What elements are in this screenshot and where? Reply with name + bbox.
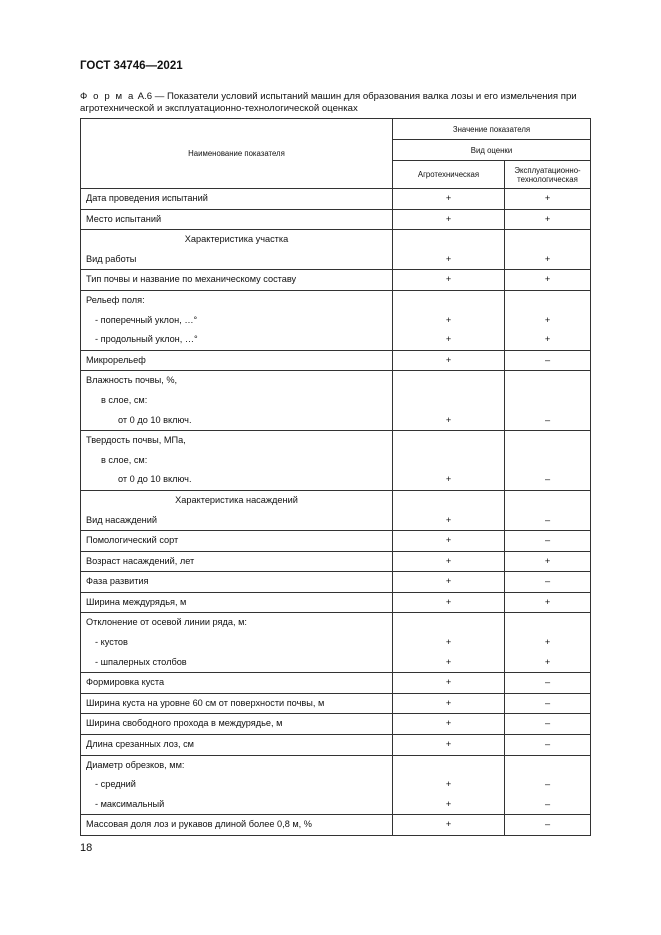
agrotechnical-mark xyxy=(393,391,504,411)
agrotechnical-mark-cell xyxy=(393,755,505,815)
section-heading: Характеристика участка xyxy=(184,234,289,245)
operational-mark-cell xyxy=(505,490,591,530)
operational-mark: + xyxy=(544,274,551,285)
operational-mark-cell xyxy=(505,693,591,714)
agrotechnical-mark-cell xyxy=(393,230,505,270)
operational-mark xyxy=(505,491,590,511)
indicator-name-cell xyxy=(81,572,393,593)
table-row xyxy=(81,693,591,714)
operational-mark-cell xyxy=(505,350,591,371)
agrotechnical-mark: + xyxy=(445,555,452,566)
operational-mark xyxy=(505,371,590,391)
indicator-name: - средний xyxy=(95,779,136,790)
operational-mark-cell xyxy=(505,815,591,836)
indicator-name: Помологический сорт xyxy=(86,535,179,546)
indicator-name: Влажность почвы, %, xyxy=(86,375,178,386)
agrotechnical-mark xyxy=(393,756,504,776)
indicator-name: - максимальный xyxy=(95,798,165,809)
agrotechnical-mark-cell xyxy=(393,693,505,714)
operational-mark-cell xyxy=(505,531,591,552)
indicator-name: Вид насаждений xyxy=(86,514,158,525)
operational-mark: – xyxy=(544,535,551,546)
indicator-name: в слое, см: xyxy=(101,394,148,405)
agrotechnical-mark: + xyxy=(445,677,452,688)
agrotechnical-mark: + xyxy=(445,798,452,809)
column-header-assessment: Вид оценки xyxy=(393,140,591,161)
agrotechnical-mark-cell xyxy=(393,613,505,673)
indicator-name-cell xyxy=(81,371,393,431)
operational-mark-cell xyxy=(505,714,591,735)
indicator-name: от 0 до 10 включ. xyxy=(118,474,192,485)
agrotechnical-mark: + xyxy=(445,414,452,425)
agrotechnical-mark-cell xyxy=(393,350,505,371)
indicator-name: Рельеф поля: xyxy=(86,294,145,305)
operational-mark: – xyxy=(544,697,551,708)
operational-mark-cell xyxy=(505,371,591,431)
operational-mark: – xyxy=(544,739,551,750)
operational-mark-cell xyxy=(505,209,591,230)
indicator-name: Ширина междурядья, м xyxy=(86,596,187,607)
table-row xyxy=(81,290,591,350)
agrotechnical-mark-cell xyxy=(393,551,505,572)
indicator-name: Массовая доля лоз и рукавов длиной более 0,8 м, % xyxy=(86,819,312,830)
table-row xyxy=(81,270,591,291)
agrotechnical-mark: + xyxy=(445,253,452,264)
agrotechnical-mark-cell xyxy=(393,431,505,491)
indicator-name-cell xyxy=(81,714,393,735)
column-header-name: Наименование показателя xyxy=(81,119,393,189)
indicator-name: - кустов xyxy=(95,637,128,648)
operational-mark xyxy=(505,391,590,411)
indicator-name-cell xyxy=(81,735,393,756)
caption-text: А.6 — Показатели условий испытаний машин для образования валка лозы и его измельчения при агротехнической и эксплуатационно-технологической оценках xyxy=(80,91,577,114)
agrotechnical-mark: + xyxy=(445,637,452,648)
agrotechnical-mark-cell xyxy=(393,735,505,756)
column-header-operational: Эксплуатационно-технологическая xyxy=(505,161,591,189)
operational-mark: – xyxy=(544,414,551,425)
indicator-name-cell xyxy=(81,230,393,270)
operational-mark-cell xyxy=(505,189,591,210)
table-row xyxy=(81,572,591,593)
table-row xyxy=(81,592,591,613)
operational-mark xyxy=(505,613,590,633)
indicator-name-cell xyxy=(81,189,393,210)
agrotechnical-mark: + xyxy=(445,213,452,224)
indicator-name-cell xyxy=(81,490,393,530)
agrotechnical-mark-cell xyxy=(393,290,505,350)
table-row xyxy=(81,755,591,815)
operational-mark: – xyxy=(544,576,551,587)
operational-mark: + xyxy=(544,193,551,203)
indicator-name: Возраст насаждений, лет xyxy=(86,555,195,566)
operational-mark xyxy=(505,431,590,451)
operational-mark xyxy=(505,756,590,776)
agrotechnical-mark xyxy=(393,451,504,471)
table-row xyxy=(81,209,591,230)
indicator-name: Отклонение от осевой линии ряда, м: xyxy=(86,617,247,628)
indicator-name-cell xyxy=(81,290,393,350)
operational-mark: + xyxy=(544,213,551,224)
table-row xyxy=(81,230,591,270)
indicator-name: Твердость почвы, МПа, xyxy=(86,435,186,446)
column-header-value: Значение показателя xyxy=(393,119,591,140)
conditions-table xyxy=(80,118,591,836)
table-row xyxy=(81,551,591,572)
agrotechnical-mark: + xyxy=(445,779,452,790)
operational-mark: – xyxy=(544,474,551,485)
column-header-agrotechnical: Агротехническая xyxy=(393,161,505,189)
indicator-name-cell xyxy=(81,592,393,613)
agrotechnical-mark-cell xyxy=(393,592,505,613)
indicator-name: Ширина свободного прохода в междурядье, м xyxy=(86,718,283,729)
agrotechnical-mark: + xyxy=(445,314,452,325)
agrotechnical-mark xyxy=(393,230,504,250)
agrotechnical-mark xyxy=(393,291,504,311)
table-row xyxy=(81,673,591,694)
agrotechnical-mark: + xyxy=(445,656,452,667)
table-body xyxy=(81,189,591,836)
operational-mark xyxy=(505,451,590,471)
operational-mark: – xyxy=(544,514,551,525)
agrotechnical-mark: + xyxy=(445,274,452,285)
caption-form-word: Ф о р м а xyxy=(80,91,135,102)
operational-mark: – xyxy=(544,677,551,688)
agrotechnical-mark-cell xyxy=(393,673,505,694)
document-title: ГОСТ 34746—2021 xyxy=(80,60,183,72)
indicator-name: Дата проведения испытаний xyxy=(86,193,208,203)
indicator-name-cell xyxy=(81,613,393,673)
table-row xyxy=(81,714,591,735)
agrotechnical-mark: + xyxy=(445,535,452,546)
operational-mark: – xyxy=(544,718,551,729)
indicator-name: Фаза развития xyxy=(86,576,149,587)
operational-mark xyxy=(505,230,590,250)
agrotechnical-mark-cell xyxy=(393,189,505,210)
indicator-name: - шпалерных столбов xyxy=(95,656,187,667)
agrotechnical-mark-cell xyxy=(393,270,505,291)
operational-mark: + xyxy=(544,637,551,648)
operational-mark: + xyxy=(544,334,551,345)
operational-mark-cell xyxy=(505,230,591,270)
agrotechnical-mark-cell xyxy=(393,371,505,431)
operational-mark-cell xyxy=(505,592,591,613)
operational-mark: – xyxy=(544,354,551,365)
indicator-name-cell xyxy=(81,209,393,230)
operational-mark-cell xyxy=(505,290,591,350)
operational-mark: + xyxy=(544,555,551,566)
indicator-name-cell xyxy=(81,551,393,572)
agrotechnical-mark-cell xyxy=(393,531,505,552)
table-row xyxy=(81,490,591,530)
operational-mark: + xyxy=(544,596,551,607)
operational-mark-cell xyxy=(505,572,591,593)
indicator-name: Формировка куста xyxy=(86,677,165,688)
agrotechnical-mark-cell xyxy=(393,815,505,836)
indicator-name: - продольный уклон, …° xyxy=(95,334,198,345)
indicator-name: Длина срезанных лоз, см xyxy=(86,739,194,750)
agrotechnical-mark-cell xyxy=(393,209,505,230)
indicator-name-cell xyxy=(81,755,393,815)
agrotechnical-mark-cell xyxy=(393,714,505,735)
section-heading: Характеристика насаждений xyxy=(175,494,298,505)
table-caption xyxy=(80,91,590,115)
operational-mark: + xyxy=(544,314,551,325)
indicator-name-cell xyxy=(81,270,393,291)
table-row xyxy=(81,531,591,552)
indicator-name: от 0 до 10 включ. xyxy=(118,414,192,425)
agrotechnical-mark-cell xyxy=(393,490,505,530)
indicator-name-cell xyxy=(81,673,393,694)
operational-mark: + xyxy=(544,253,551,264)
indicator-name: Тип почвы и название по механическому составу xyxy=(86,274,297,285)
indicator-name: - поперечный уклон, …° xyxy=(95,314,198,325)
indicator-name-cell xyxy=(81,693,393,714)
operational-mark-cell xyxy=(505,673,591,694)
table-row xyxy=(81,189,591,210)
table-row xyxy=(81,350,591,371)
operational-mark xyxy=(505,291,590,311)
indicator-name: Место испытаний xyxy=(86,213,162,224)
agrotechnical-mark: + xyxy=(445,576,452,587)
operational-mark: – xyxy=(544,798,551,809)
indicator-name-cell xyxy=(81,350,393,371)
indicator-name: Диаметр обрезков, мм: xyxy=(86,759,185,770)
table-row xyxy=(81,431,591,491)
agrotechnical-mark: + xyxy=(445,474,452,485)
agrotechnical-mark xyxy=(393,371,504,391)
agrotechnical-mark: + xyxy=(445,514,452,525)
indicator-name: в слое, см: xyxy=(101,454,148,465)
operational-mark-cell xyxy=(505,613,591,673)
table-row xyxy=(81,735,591,756)
indicator-name-cell xyxy=(81,431,393,491)
page-number: 18 xyxy=(80,842,93,854)
operational-mark: – xyxy=(544,779,551,790)
agrotechnical-mark: + xyxy=(445,354,452,365)
operational-mark-cell xyxy=(505,431,591,491)
agrotechnical-mark: + xyxy=(445,596,452,607)
operational-mark-cell xyxy=(505,735,591,756)
indicator-name: Микрорельеф xyxy=(86,354,146,365)
agrotechnical-mark xyxy=(393,431,504,451)
agrotechnical-mark: + xyxy=(445,739,452,750)
agrotechnical-mark: + xyxy=(445,718,452,729)
operational-mark: + xyxy=(544,656,551,667)
agrotechnical-mark: + xyxy=(445,697,452,708)
agrotechnical-mark: + xyxy=(445,193,452,203)
agrotechnical-mark xyxy=(393,491,504,511)
operational-mark: – xyxy=(544,819,551,830)
agrotechnical-mark-cell xyxy=(393,572,505,593)
operational-mark-cell xyxy=(505,755,591,815)
agrotechnical-mark: + xyxy=(445,334,452,345)
table-row xyxy=(81,815,591,836)
operational-mark-cell xyxy=(505,270,591,291)
agrotechnical-mark: + xyxy=(445,819,452,830)
agrotechnical-mark xyxy=(393,613,504,633)
operational-mark-cell xyxy=(505,551,591,572)
indicator-name-cell xyxy=(81,531,393,552)
table-row xyxy=(81,613,591,673)
indicator-name: Вид работы xyxy=(86,253,137,264)
table-row xyxy=(81,371,591,431)
indicator-name-cell xyxy=(81,815,393,836)
indicator-name: Ширина куста на уровне 60 см от поверхности почвы, м xyxy=(86,697,325,708)
